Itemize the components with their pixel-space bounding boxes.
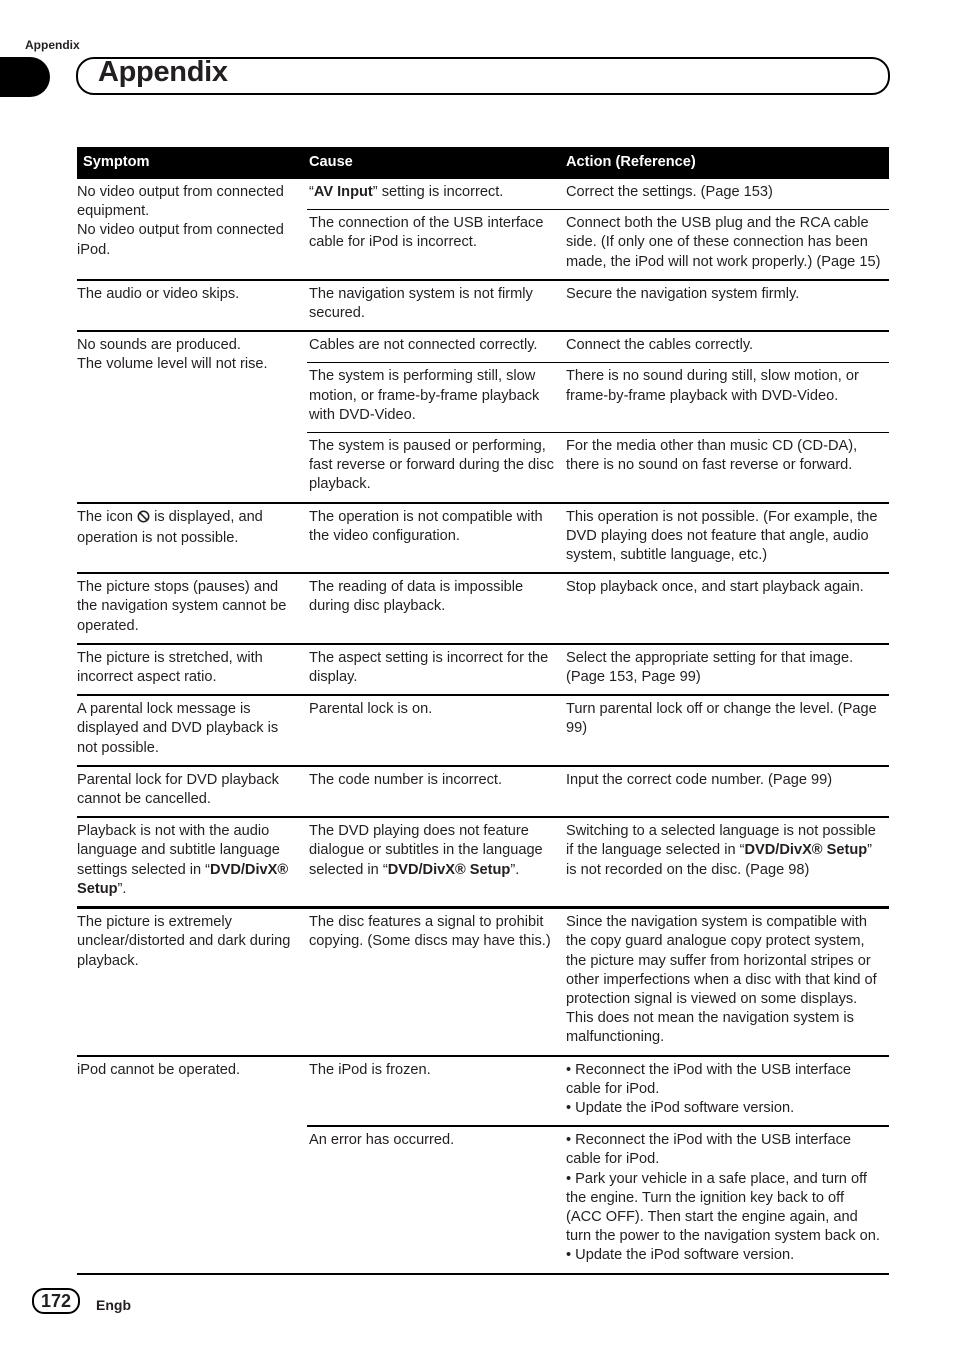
action-bullet: • Update the iPod software version.: [566, 1099, 795, 1116]
action-bullet: • Update the iPod software version.: [566, 1247, 795, 1264]
cause-cell: The iPod is frozen.: [307, 1056, 564, 1127]
section-tab-marker: [0, 57, 50, 97]
action-cell: Turn parental lock off or change the level. (Page 99): [564, 695, 889, 766]
table-row: [77, 503, 889, 574]
page-number: 172: [32, 1288, 80, 1314]
prohibited-icon: [137, 510, 150, 529]
symptom-cell: [77, 331, 307, 502]
cause-cell: The system is performing still, slow motion, or frame-by-frame playback with DVD-Video.: [307, 363, 564, 433]
cause-cell: The DVD playing does not feature dialogue or subtitles in the language selected in “DVD/DivX® Setup”.: [307, 817, 564, 907]
cause-cell: Cables are not connected correctly.: [307, 331, 564, 363]
action-cell: Secure the navigation system firmly.: [564, 280, 889, 331]
symptom-cell: The picture is stretched, with incorrect aspect ratio.: [77, 644, 307, 695]
cause-cell: The system is paused or performing, fast reverse or forward during the disc playback.: [307, 433, 564, 503]
language-code: Engb: [96, 1297, 131, 1313]
table-row: [77, 179, 889, 210]
cause-cell: The connection of the USB interface cable for iPod is incorrect.: [307, 210, 564, 280]
setting-name: DVD/DivX® Setup: [387, 861, 511, 878]
setting-name: DVD/DivX® Setup: [744, 842, 868, 859]
cause-cell: The reading of data is impossible during disc playback.: [307, 573, 564, 644]
cause-cell: The disc features a signal to prohibit copying. (Some discs may have this.): [307, 908, 564, 1056]
action-cell: Connect the cables correctly.: [564, 331, 889, 363]
section-label: Appendix: [25, 38, 80, 52]
symptom-cell: The audio or video skips.: [77, 280, 307, 331]
cause-cell: The operation is not compatible with the video configuration.: [307, 503, 564, 574]
symptom-line: No video output from connected equipment.: [77, 184, 284, 220]
symptom-line: No sounds are produced.: [77, 337, 241, 354]
page-title: Appendix: [98, 56, 228, 88]
symptom-cell: Playback is not with the audio language and subtitle language settings selected in “DVD/DivX® Setup”.: [77, 817, 307, 907]
symptom-line: No video output from connected iPod.: [77, 222, 284, 258]
column-header-symptom: Symptom: [77, 147, 307, 179]
action-cell: Input the correct code number. (Page 99): [564, 766, 889, 817]
cause-cell: The aspect setting is incorrect for the display.: [307, 644, 564, 695]
setting-name: DVD/DivX® Setup: [77, 861, 289, 897]
symptom-cell: The picture is extremely unclear/distorted and dark during playback.: [77, 908, 307, 1056]
table-row: [77, 331, 889, 363]
column-header-action: Action (Reference): [564, 147, 889, 179]
table-row: [77, 280, 889, 331]
symptom-cell: [77, 179, 307, 280]
action-cell: [564, 1126, 889, 1273]
cause-cell: An error has occurred.: [307, 1126, 564, 1273]
table-row: [77, 817, 889, 907]
action-cell: Stop playback once, and start playback again.: [564, 573, 889, 644]
symptom-cell: iPod cannot be operated.: [77, 1056, 307, 1274]
action-cell: Switching to a selected language is not possible if the language selected in “DVD/DivX® Setup” is not recorded on the disc. (Page 98): [564, 817, 889, 907]
table-row: [77, 766, 889, 817]
symptom-cell: A parental lock message is displayed and DVD playback is not possible.: [77, 695, 307, 766]
table-row: [77, 573, 889, 644]
table-header-row: [77, 147, 889, 179]
symptom-cell: The picture stops (pauses) and the navigation system cannot be operated.: [77, 573, 307, 644]
table-row: [77, 908, 889, 1056]
troubleshooting-table: [77, 147, 889, 1275]
symptom-line: The volume level will not rise.: [77, 356, 268, 373]
symptom-cell: The icon is displayed, and operation is not possible.: [77, 503, 307, 574]
table-row: [77, 1056, 889, 1127]
column-header-cause: Cause: [307, 147, 564, 179]
action-cell: [564, 1056, 889, 1127]
cause-cell: Parental lock is on.: [307, 695, 564, 766]
table-row: [77, 644, 889, 695]
action-cell: Select the appropriate setting for that image. (Page 153, Page 99): [564, 644, 889, 695]
symptom-cell: Parental lock for DVD playback cannot be cancelled.: [77, 766, 307, 817]
action-cell: This operation is not possible. (For example, the DVD playing does not feature that angle, audio system, subtitle language, etc.): [564, 503, 889, 574]
action-cell: For the media other than music CD (CD-DA), there is no sound on fast reverse or forward.: [564, 433, 889, 503]
cause-cell: The code number is incorrect.: [307, 766, 564, 817]
action-bullet: • Reconnect the iPod with the USB interface cable for iPod.: [566, 1132, 851, 1168]
action-cell: Connect both the USB plug and the RCA cable side. (If only one of these connection has been made, the iPod will not work properly.) (Page 15): [564, 210, 889, 280]
action-bullet: • Reconnect the iPod with the USB interface cable for iPod.: [566, 1061, 851, 1097]
cause-cell: The navigation system is not firmly secured.: [307, 280, 564, 331]
action-cell: Correct the settings. (Page 153): [566, 184, 773, 200]
action-bullet: • Park your vehicle in a safe place, and turn off the engine. Turn the ignition key back to off (ACC OFF). Then start the engine again, and turn the power to the navigation system back on.: [566, 1170, 880, 1245]
setting-name: AV Input: [313, 184, 373, 200]
title-bar: [76, 57, 890, 95]
action-cell: Since the navigation system is compatible with the copy guard analogue copy protect system, the picture may suffer from horizontal stripes or other imperfections when a disc with that kind of protection signal is viewed on some displays. This does not mean the navigation system is malfunctioning.: [564, 908, 889, 1056]
action-cell: There is no sound during still, slow motion, or frame-by-frame playback with DVD-Video.: [564, 363, 889, 433]
cause-cell: “AV Input” setting is incorrect.: [309, 184, 504, 200]
table-row: [77, 695, 889, 766]
